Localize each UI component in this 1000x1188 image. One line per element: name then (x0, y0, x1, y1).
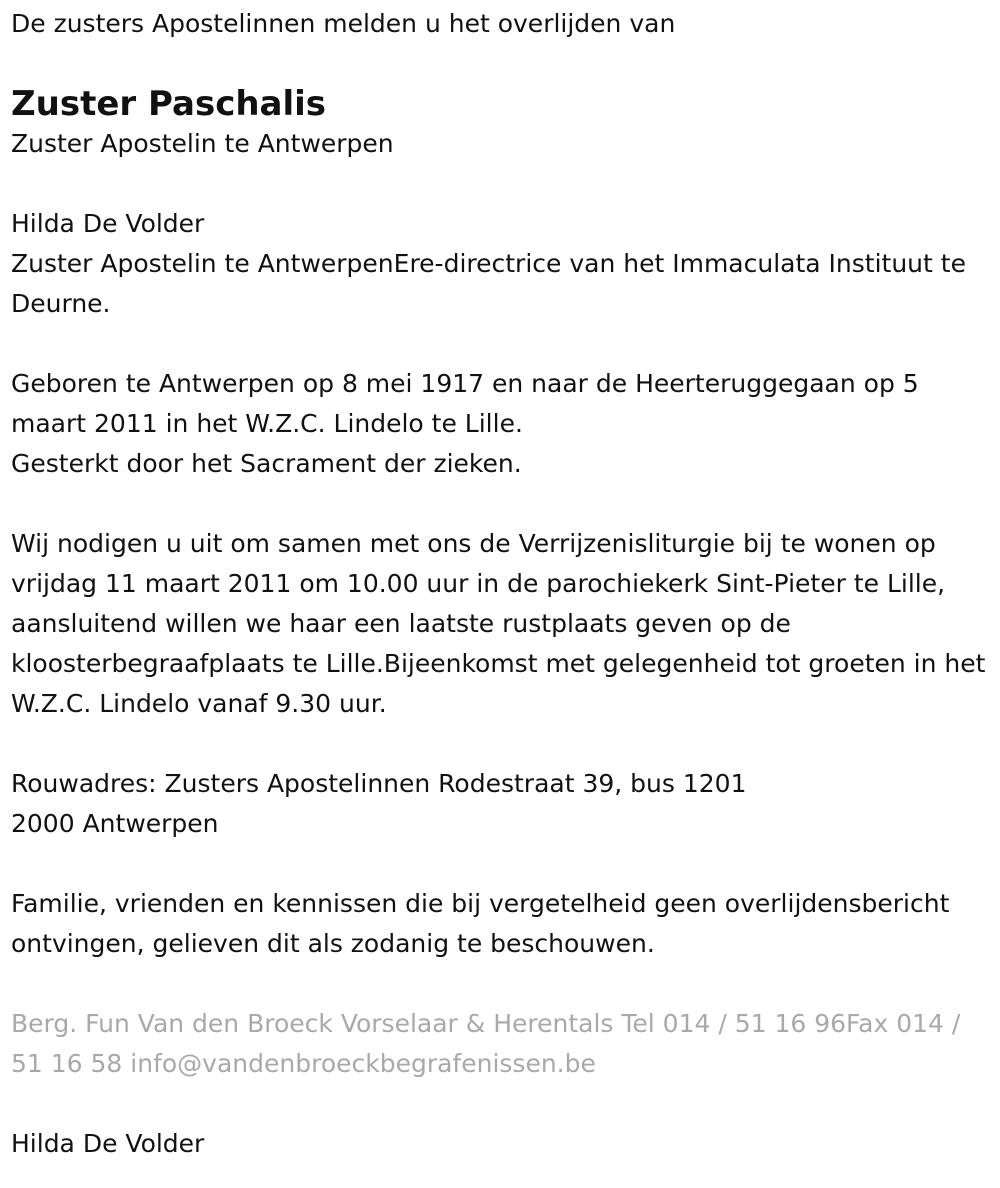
invitation-text: Wij nodigen u uit om samen met ons de Verrijzenisliturgie bij te wonen op vrijdag 11 maart 2011 om 10.00 uur in de parochiekerk Sint-Pieter te Lille, aansluitend willen we haar een laatste rustplaats geven op de kloosterbegraafplaats te Lille.Bijeenkomst met gelegenheid tot groeten in het W.Z.C. Lindelo vanaf 9.30 uur. (11, 529, 986, 718)
address-line-2: 2000 Antwerpen (11, 809, 219, 838)
details-block (11, 204, 988, 324)
address-line-1: Rouwadres: Zusters Apostelinnen Rodestraat 39, bus 1201 (11, 769, 747, 798)
civil-name: Hilda De Volder (11, 209, 205, 238)
deceased-name: Zuster Paschalis (11, 84, 327, 124)
address-block (11, 764, 988, 844)
sacrament-text: Gesterkt door het Sacrament der zieken. (11, 449, 522, 478)
obituary-page (0, 4, 1000, 1188)
undertaker-info: Berg. Fun Van den Broeck Vorselaar & Herentals Tel 014 / 51 16 96Fax 014 / 51 16 58 info@vandenbroeckbegrafenissen.be (11, 1009, 961, 1078)
role-description: Zuster Apostelin te AntwerpenEre-directrice van het Immaculata Instituut te Deurne. (11, 249, 966, 318)
birth-death-text: Geboren te Antwerpen op 8 mei 1917 en naar de Heerteruggegaan op 5 maart 2011 in het W.Z.C. Lindelo te Lille. (11, 369, 919, 438)
intro-text: De zusters Apostelinnen melden u het overlijden van (11, 9, 676, 38)
birth-death-block (11, 364, 988, 484)
deceased-subtitle: Zuster Apostelin te Antwerpen (11, 129, 394, 158)
notice-text: Familie, vrienden en kennissen die bij vergetelheid geen overlijdensbericht ontvingen, gelieven dit als zodanig te beschouwen. (11, 889, 950, 958)
signature-name: Hilda De Volder (11, 1129, 205, 1158)
